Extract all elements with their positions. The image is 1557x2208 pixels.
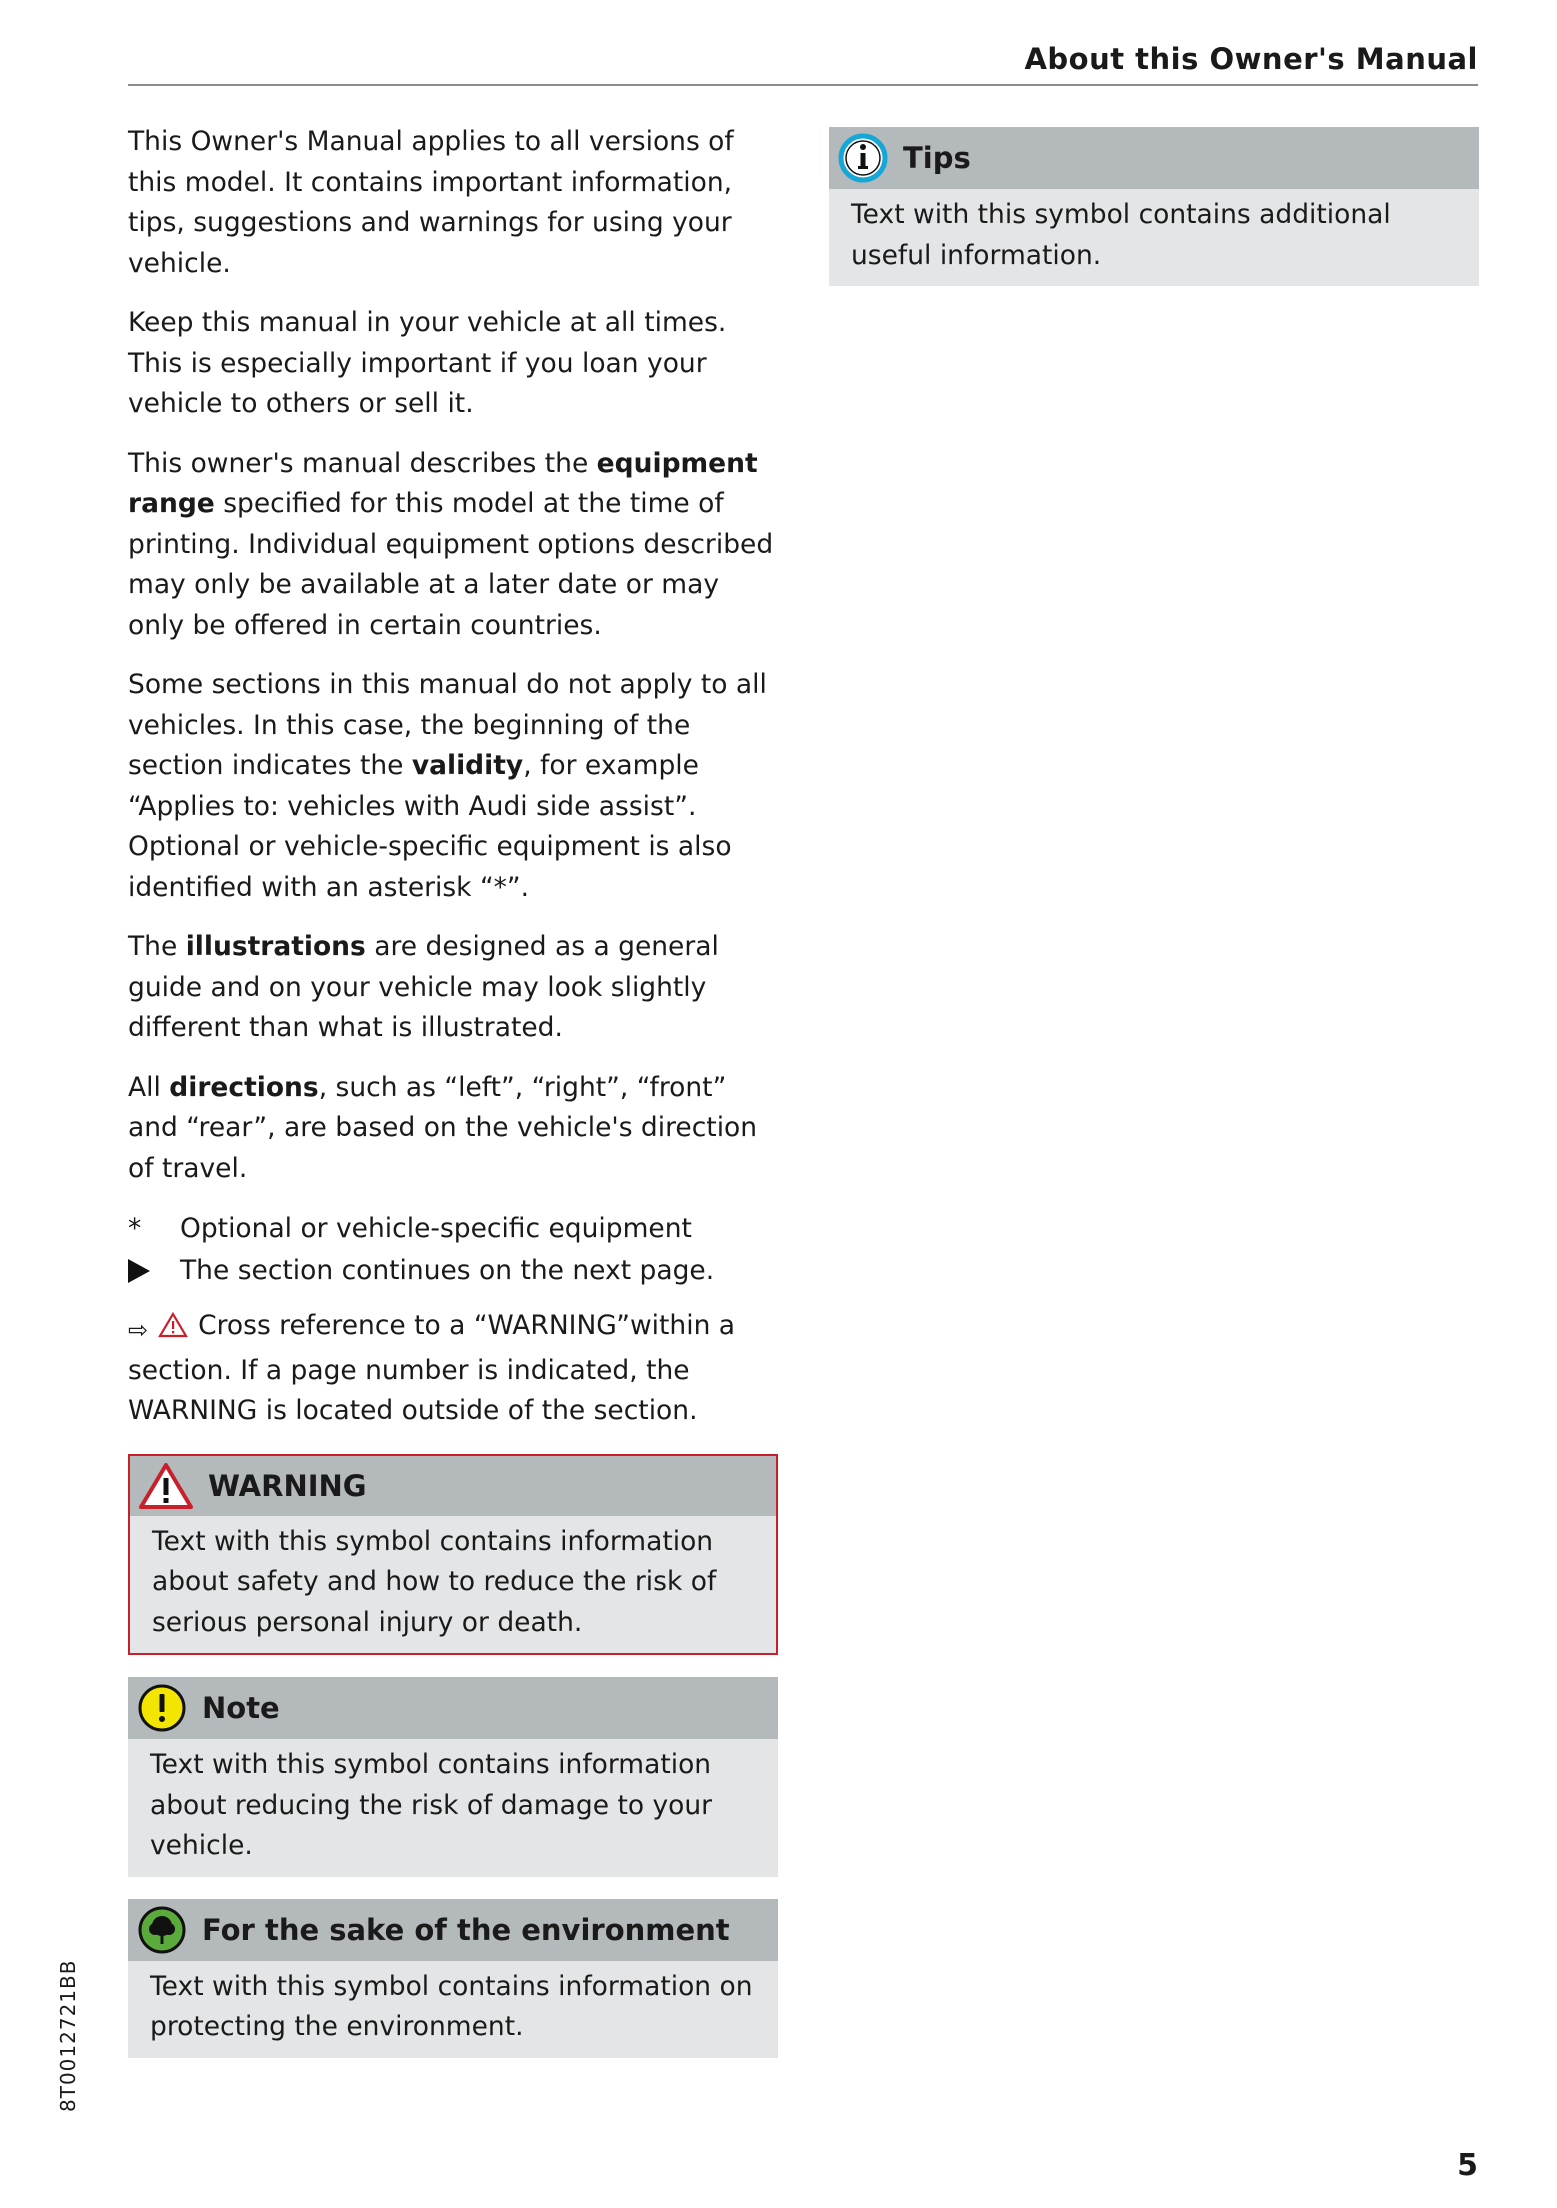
legend-continue [128, 1250, 778, 1292]
text-span: All [128, 1071, 170, 1103]
legend-asterisk [128, 1208, 778, 1250]
cross-reference-note [128, 1306, 778, 1432]
document-code: 8T0012721BB [56, 1959, 80, 2112]
environment-box-title: For the sake of the environment [202, 1912, 730, 1947]
cross-reference-text: Cross reference to a “WARNING”within a section. If a page number is indicated, the WARNING is located outside of the section. [128, 1310, 736, 1426]
bold-term: directions [169, 1071, 319, 1103]
cross-reference-arrow-icon: ⇨ [128, 1316, 149, 1344]
equipment-paragraph [128, 444, 778, 647]
note-box-header [128, 1677, 778, 1739]
warning-box-text: Text with this symbol contains information about safety and how to reduce the risk of serious personal injury or death. [152, 1525, 717, 1638]
environment-box-text: Text with this symbol contains information on protecting the environment. [150, 1970, 753, 2042]
page-header [128, 38, 1478, 86]
bold-term: equipment range [128, 447, 758, 519]
directions-paragraph [128, 1068, 778, 1190]
tips-box-title: Tips [903, 141, 971, 175]
asterisk-symbol: * [128, 1212, 142, 1244]
text-span: This owner's manual describes the [128, 447, 597, 479]
warning-box-title: WARNING [208, 1468, 367, 1503]
text-span: The [128, 931, 186, 962]
warning-triangle-icon [158, 1312, 188, 1338]
environment-box-header [128, 1899, 778, 1961]
warning-triangle-icon [138, 1462, 194, 1510]
note-box-title: Note [202, 1691, 280, 1725]
warning-box-header [130, 1456, 776, 1516]
text-span: specified for this model at the time of printing. Individual equipment options described may only be available at a later date or may only be offered in certain countries. [128, 488, 774, 641]
tree-icon [136, 1904, 188, 1956]
note-box-text: Text with this symbol contains information about reducing the risk of damage to your vehicle. [150, 1749, 713, 1861]
tips-box-text: Text with this symbol contains additional useful information. [851, 199, 1391, 271]
text-span: are designed as a general guide and on your vehicle may look slightly different than what is illustrated. [128, 931, 719, 1043]
page-number: 5 [1457, 2148, 1478, 2183]
text-span: , such as “left”, “right”, “front” and “rear”, are based on the vehicle's direction of travel. [128, 1071, 758, 1184]
continue-arrow-icon [128, 1259, 180, 1283]
intro-paragraph: This Owner's Manual applies to all versions of this model. It contains important information, tips, suggestions and warnings for using your vehicle. [128, 126, 734, 279]
right-column [829, 127, 1479, 308]
validity-paragraph [128, 665, 778, 908]
exclamation-circle-icon [136, 1682, 188, 1734]
bold-term: validity [411, 750, 524, 781]
illustrations-paragraph [128, 927, 778, 1049]
page-title: About this Owner's Manual [1024, 42, 1478, 76]
text-span: Some sections in this manual do not apply to all vehicles. In this case, the beginning of the section indicates the [128, 669, 767, 781]
left-column [128, 122, 778, 2080]
note-box [128, 1677, 778, 1877]
environment-box [128, 1899, 778, 2058]
keep-manual-paragraph: Keep this manual in your vehicle at all times. This is especially important if you loan your vehicle to others or sell it. [128, 307, 727, 419]
info-icon [837, 132, 889, 184]
tips-box [829, 127, 1479, 286]
tips-box-header [829, 127, 1479, 189]
warning-box [128, 1454, 778, 1656]
legend-asterisk-text: Optional or vehicle-specific equipment [180, 1212, 692, 1244]
legend-continue-text: The section continues on the next page. [180, 1254, 715, 1286]
text-span: , for example “Applies to: vehicles with Audi side assist”. Optional or vehicle-specific equipment is also identified with an asterisk “*”. [128, 750, 732, 903]
bold-term: illustrations [185, 931, 366, 962]
